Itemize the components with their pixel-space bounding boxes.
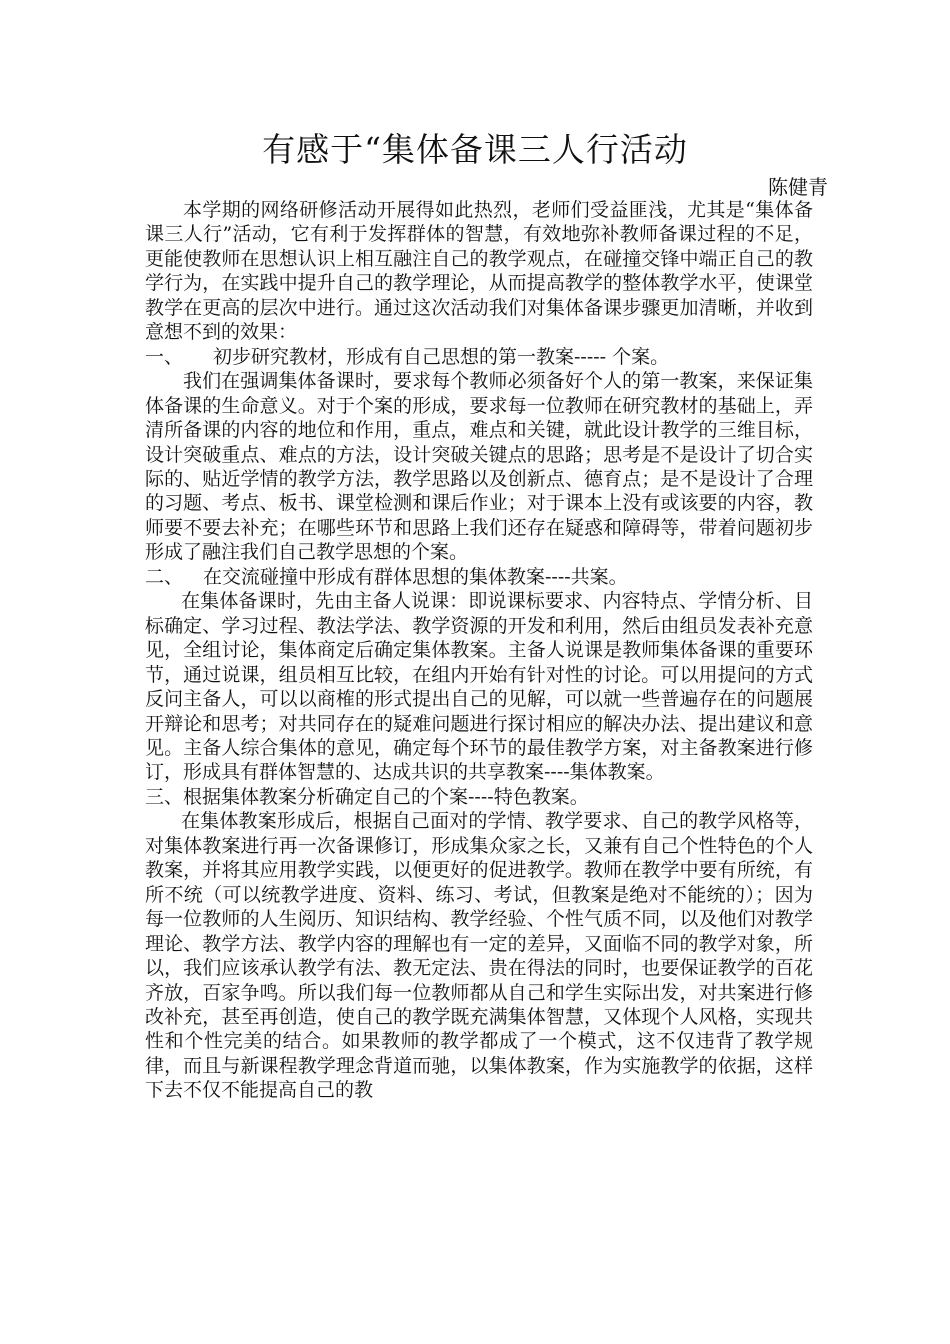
document-body: [145, 198, 813, 1103]
section-heading-text: 在交流碰撞中形成有群体思想的集体教案----共案。: [203, 565, 628, 588]
section-number: 三、: [145, 785, 184, 808]
section-heading-1: [145, 345, 813, 369]
section-paragraph-3: 在集体教案形成后，根据自己面对的学情、教学要求、自己的教学风格等，对集体教案进行再一次备课修订，形成集众家之长，又兼有自己个性特色的个人教案，并将其应用教学实践，以便更好的促进教学。教师在教学中要有所统，有所不统（可以统教学进度、资料、练习、考试，但教案是绝对不能统的）；因为每一位教师的人生阅历、知识结构、教学经验、个性气质不同，以及他们对教学理论、教学方法、教学内容的理解也有一定的差异，又面临不同的教学对象，所以，我们应该承认教学有法、教无定法、贵在得法的同时，也要保证教学的百花齐放，百家争鸣。所以我们每一位教师都从自己和学生实际出发，对共案进行修改补充，甚至再创造，使自己的教学既充满集体智慧，又体现个人风格，实现共性和个性完美的结合。如果教师的教学都成了一个模式，这不仅违背了教学规律，而且与新课程教学理念背道而驰，以集体教案，作为实施教学的依据，这样下去不仅不能提高自己的教: [145, 810, 813, 1102]
section-paragraph-2: 在集体备课时，先由主备人说课：即说课标要求、内容特点、学情分析、目标确定、学习过程、教法学法、教学资源的开发和利用，然后由组员发表补充意见，全组讨论，集体商定后确定集体教案。主备人说课是教师集体备课的重要环节，通过说课，组员相互比较，在组内开始有针对性的讨论。可以用提问的方式反问主备人，可以以商榷的形式提出自己的见解，可以就一些普遍存在的问题展开辩论和思考；对共同存在的疑难问题进行探讨相应的解决办法、提出建议和意见。主备人综合集体的意见，确定每个环节的最佳教学方案，对主备教案进行修订，形成具有群体智慧的、达成共识的共享教案----集体教案。: [145, 590, 813, 784]
intro-paragraph: 本学期的网络研修活动开展得如此热烈，老师们受益匪浅，尤其是“集体备课三人行”活动，它有利于发挥群体的智慧，有效地弥补教师备课过程的不足，更能使教师在思想认识上相互融注自己的教学观点，在碰撞交锋中端正自己的教学行为，在实践中提升自己的教学理论，从而提高教学的整体教学水平，使课堂教学在更高的层次中进行。通过这次活动我们对集体备课步骤更加清晰，并收到意想不到的效果：: [145, 199, 813, 344]
section-heading-3: [145, 785, 813, 809]
section-number: 二、: [145, 565, 184, 588]
section-heading-text: 初步研究教材，形成有自己思想的第一教案----- 个案。: [213, 345, 670, 368]
author-name: 陈健青: [768, 175, 828, 199]
section-paragraph-1: 我们在强调集体备课时，要求每个教师必须备好个人的第一教案，来保证集体备课的生命意义。对于个案的形成，要求每一位教师在研究教材的基础上，弄清所备课的内容的地位和作用，重点，难点和关键，就此设计教学的三维目标，设计突破重点、难点的方法，设计突破关键点的思路；思考是不是设计了切合实际的、贴近学情的教学方法，教学思路以及创新点、德育点；是不是设计了合理的习题、考点、板书、课堂检测和课后作业；对于课本上没有或该要的内容，教师要不要去补充；在哪些环节和思路上我们还存在疑惑和障碍等，带着问题初步形成了融注我们自己教学思想的个案。: [145, 370, 813, 564]
document-title: 有感于“集体备课三人行活动: [262, 130, 688, 169]
section-heading-text: 根据集体教案分析确定自己的个案----特色教案。: [183, 785, 589, 808]
section-number: 一、: [145, 345, 184, 368]
section-heading-2: [145, 565, 813, 589]
